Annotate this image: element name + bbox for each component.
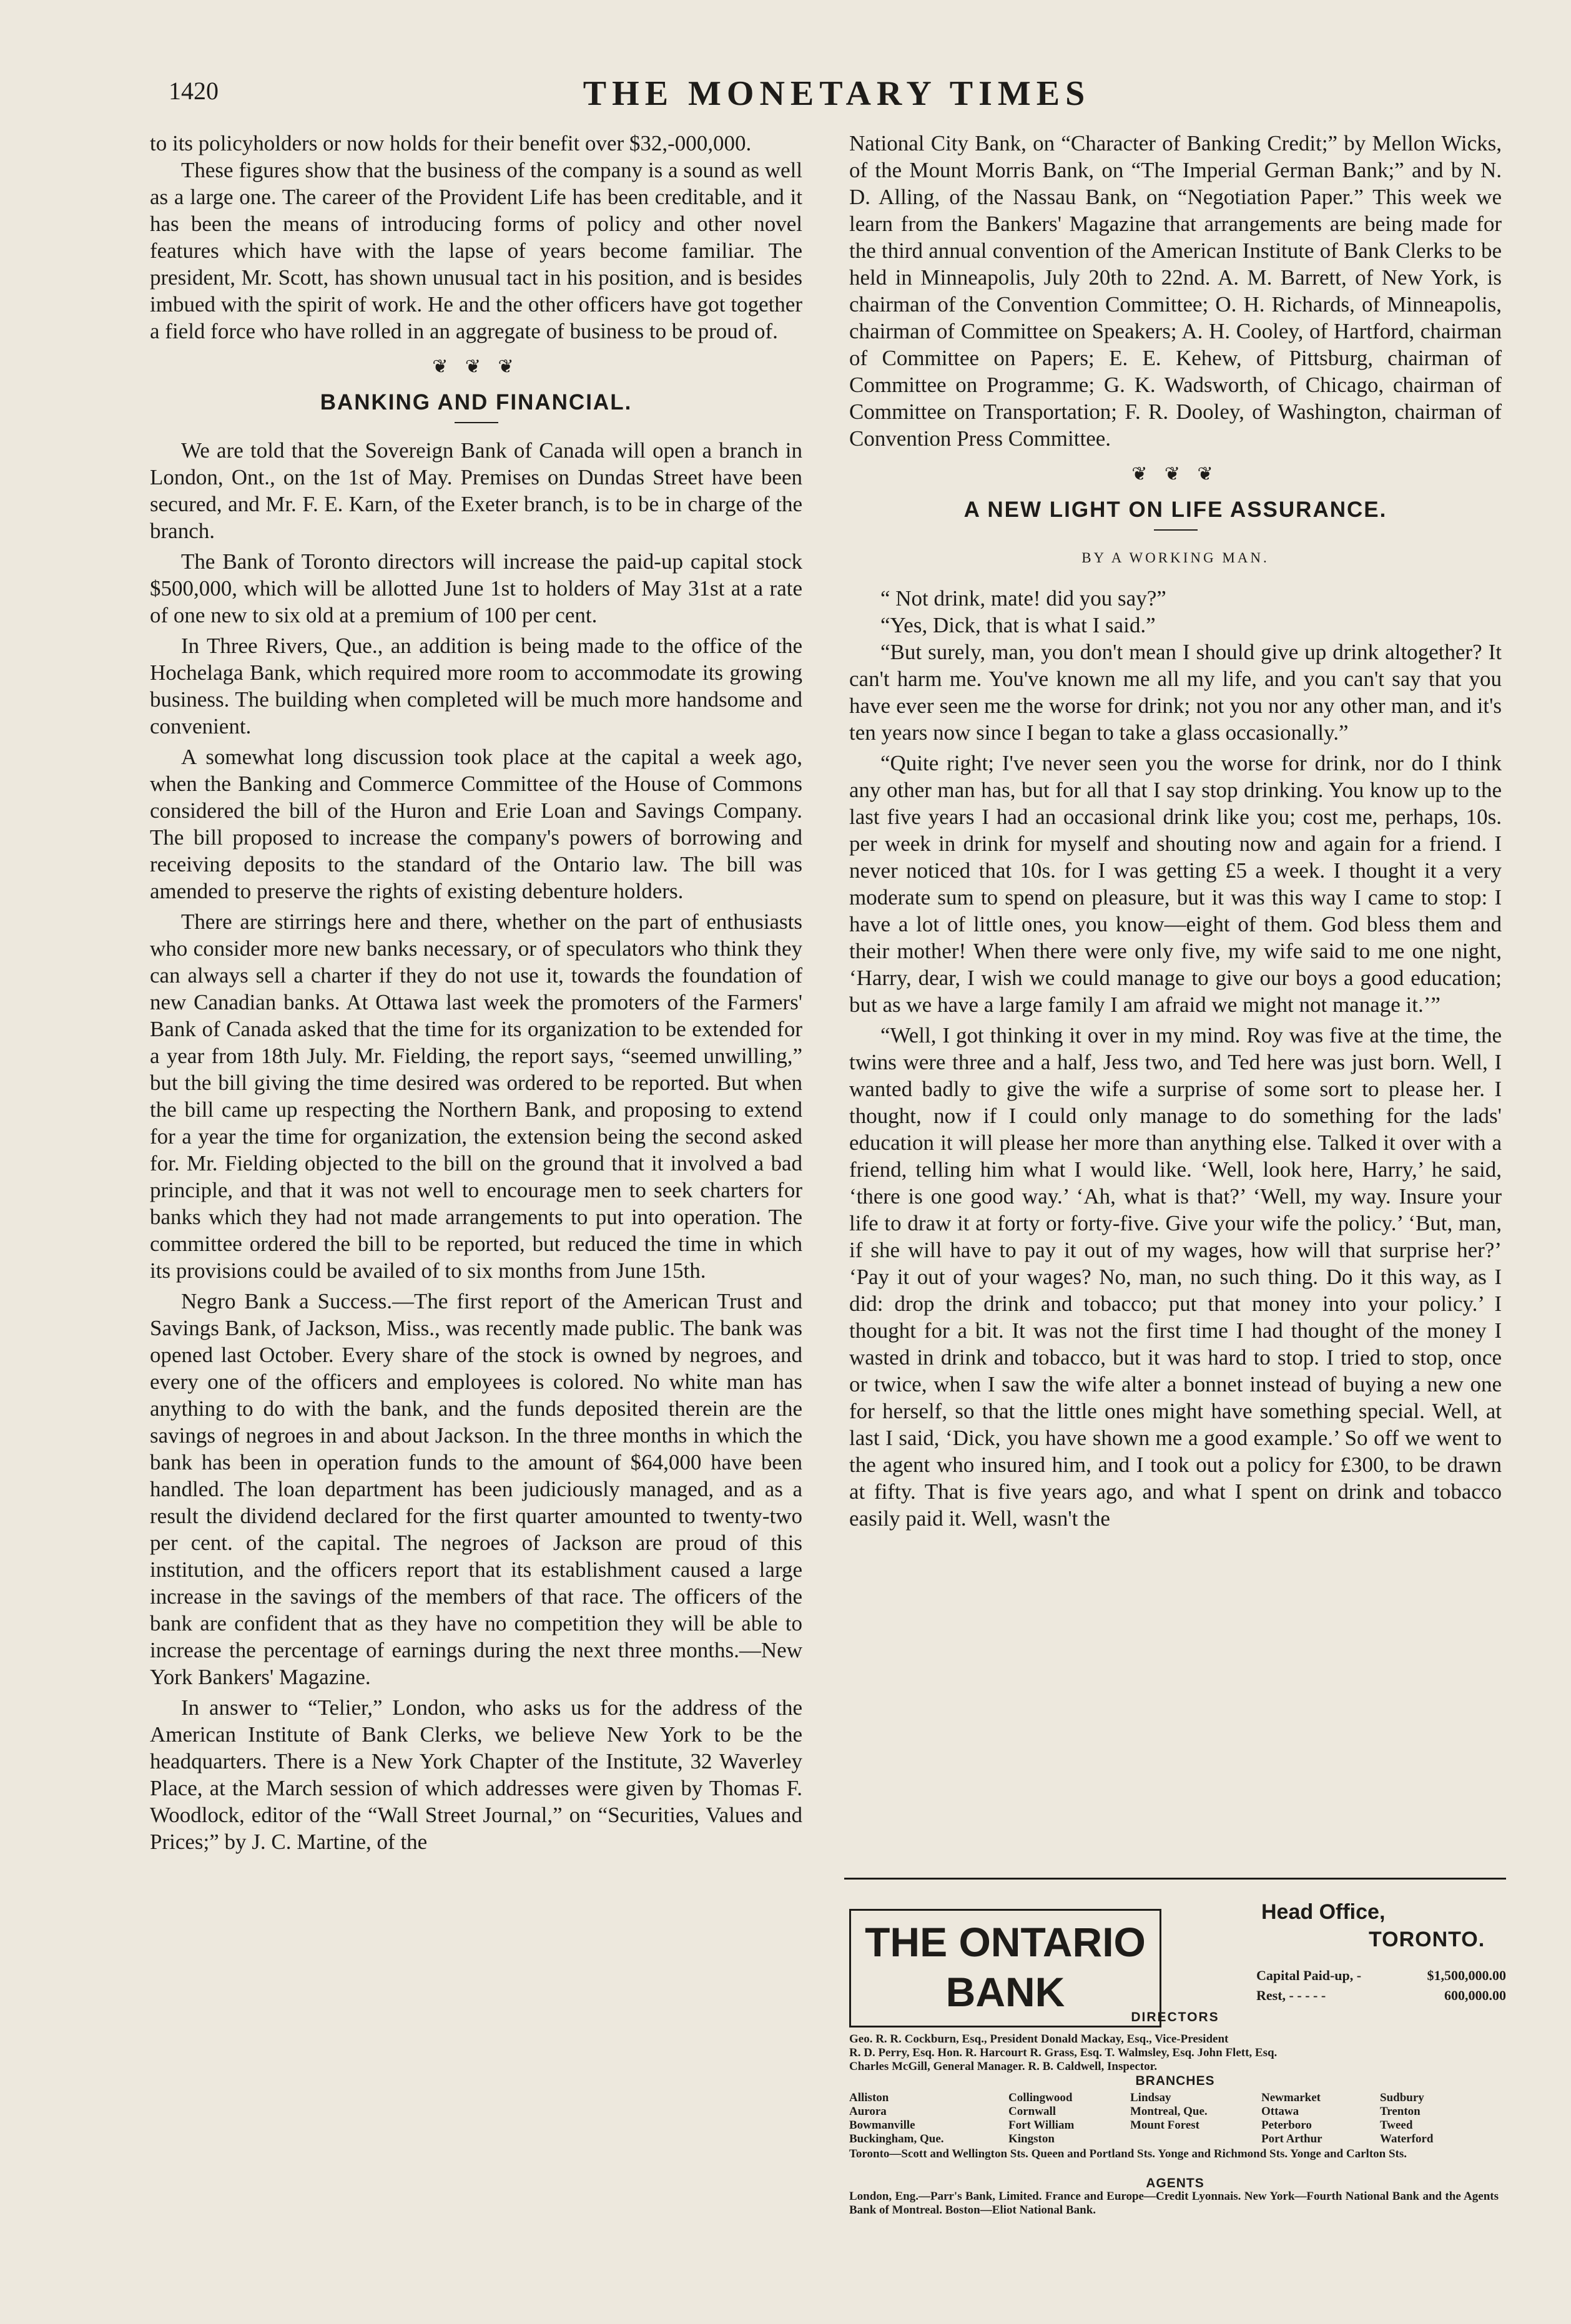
right-column — [849, 130, 1502, 1532]
left-paragraph-1: to its policyholders or now holds for their benefit over $32,-000,000. — [150, 131, 752, 155]
rest-value: 600,000.00 — [1444, 1988, 1506, 2003]
left-paragraph-8: Negro Bank a Success.—The first report of the American Trust and Savings Bank, of Jackson, Miss., was recently made public. The bank was opened last October. Every share of the stock is owned by negroes, and every one of the officers and employees is colored. No white man has anything to do with the bank, and the funds deposited therein are the savings of negroes in and about Jackson. In the three months in which the bank has been in operation funds to the amount of $64,000 have been handled. The loan department has been judiciously managed, and as a result the dividend declared for the first quarter amounted to twenty-two per cent. of the capital. The negroes of Jackson are proud of this institution, and the officers report that its establishment caused a large increase in the savings of the members of that race. The officers of the bank are confident that as they have no competition they will be able to increase the percentage of earnings during the next three months.—New York Bankers' Magazine. — [150, 1289, 802, 1689]
section-title-banking: BANKING AND FINANCIAL. — [320, 390, 633, 414]
bank-name-line-2: BANK — [945, 1969, 1065, 2015]
directors-line: Charles McGill, General Manager. R. B. Caldwell, Inspector. — [849, 2060, 1158, 2073]
branches-column — [1261, 2091, 1322, 2146]
branch-name: Newmarket — [1261, 2091, 1321, 2104]
left-paragraph-3: We are told that the Sovereign Bank of Canada will open a branch in London, Ont., on the 1st of May. Premises on Dundas Street have been secured, and Mr. F. E. Karn, of the Exeter branch, is to be in charge of the branch. — [150, 438, 802, 543]
branch-name: Alliston — [849, 2091, 889, 2104]
left-paragraph-4: The Bank of Toronto directors will increase the paid-up capital stock $500,000, which will be allotted June 1st to holders of May 31st at a rate of one new to six old at a premium of 100 per cent. — [150, 549, 802, 627]
branch-name: Trenton — [1380, 2105, 1421, 2118]
head-office-label: Head Office, — [1261, 1900, 1386, 1924]
left-paragraph-9: In answer to “Telier,” London, who asks us for the address of the American Institute of Bank Clerks, we believe New York to be the headquarters. There is a New York Chapter of the Institute, 32 Waverley Place, at the March session of which addresses were given by Thomas F. Woodlock, editor of the “Wall Street Journal,” on “Securities, Values and Prices;” by J. C. Martine, of the — [150, 1695, 802, 1854]
branches-column — [1008, 2091, 1074, 2146]
rest-label: Rest, - - - - - — [1256, 1988, 1326, 2003]
branch-name: Sudbury — [1380, 2091, 1424, 2104]
capital-value: $1,500,000.00 — [1427, 1968, 1506, 1983]
branch-name: Port Arthur — [1261, 2132, 1322, 2145]
right-paragraph-5: “Quite right; I've never seen you the worse for drink, nor do I think any other man has, but for all that I say stop drinking. You know up to the last five years I had an occasional drink like you; cost me, perhaps, 10s. per week in drink for myself and shouting now and again for a friend. I never noticed that 10s. for I was getting £5 a week. I thought it a very moderate sum to spend on pleasure, but it was this way I came to stop: I have a lot of little ones, you know—eight of them. God bless them and their mother! When there were only five, my wife said to me one night, ‘Harry, dear, I wish we could manage to give our boys a good education; but as we have a large family I am afraid we might not manage it.’” — [849, 751, 1502, 1017]
branch-name: Mount Forest — [1130, 2119, 1199, 2132]
branch-name: Fort William — [1008, 2119, 1075, 2132]
head-office-city: TORONTO. — [1369, 1928, 1485, 1951]
branch-name: Collingwood — [1008, 2091, 1073, 2104]
left-paragraph-6: A somewhat long discussion took place at the capital a week ago, when the Banking and Commerce Committee of the House of Commons considered the bill of the Huron and Erie Loan and Savings Company. The bill proposed to increase the company's powers of borrowing and receiving deposits to the standard of the Ontario law. The bill was amended to preserve the rights of existing debenture holders. — [150, 745, 802, 903]
agents-text: London, Eng.—Parr's Bank, Limited. France and Europe—Credit Lyonnais. New York—Fourth National Bank and the Agents Bank of Montreal. Boston—Eliot National Bank. — [849, 2190, 1499, 2217]
capital-label: Capital Paid-up, - — [1256, 1968, 1362, 1983]
section-ornament: ❦ ❦ ❦ — [432, 356, 520, 377]
left-paragraph-5: In Three Rivers, Que., an addition is being made to the office of the Hochelaga Bank, which required more room to accommodate its growing business. The building when completed will be much more handsome and convenient. — [150, 634, 802, 738]
branch-name: Aurora — [849, 2105, 887, 2118]
directors-line: Geo. R. R. Cockburn, Esq., President Donald Mackay, Esq., Vice-President — [849, 2032, 1229, 2046]
ontario-bank-advertisement — [844, 1878, 1506, 2240]
branch-name: Bowmanville — [849, 2119, 915, 2132]
right-paragraph-2: “ Not drink, mate! did you say?” — [880, 586, 1166, 610]
branch-name: Buckingham, Que. — [849, 2132, 944, 2145]
branches-title: BRANCHES — [1135, 2074, 1215, 2088]
directors-title: DIRECTORS — [1131, 2010, 1219, 2024]
section-rule — [455, 422, 498, 423]
right-paragraph-1: National City Bank, on “Character of Banking Credit;” by Mellon Wicks, of the Mount Morris Bank, on “The Imperial German Bank;” and by N. D. Alling, of the Nassau Bank, on “Negotiation Paper.” This week we learn from the Bankers' Magazine that arrangements are being made for the third annual convention of the American Institute of Bank Clerks to be held in Minneapolis, July 20th to 22nd. A. M. Barrett, of New York, is chairman of the Convention Committee; O. H. Richards, of Minneapolis, chairman of Committee on Speakers; A. H. Cooley, of Hartford, chairman of Committee on Papers; E. E. Kehew, of Pittsburg, chairman of Committee on Programme; G. K. Wadsworth, of Chicago, chairman of Committee on Transportation; F. R. Dooley, of Washington, chairman of Convention Press Committee. — [849, 131, 1502, 451]
section-rule — [1154, 529, 1198, 531]
page-number: 1420 — [169, 77, 219, 105]
journal-title: THE MONETARY TIMES — [583, 74, 1091, 113]
left-paragraph-2: These figures show that the business of the company is a sound as well as a large one. The career of the Provident Life has been creditable, and it has been the means of introducing forms of policy and other novel features which have with the lapse of years become familiar. The president, Mr. Scott, has shown unusual tact in his position, and is besides imbued with the spirit of work. He and the other officers have got together a field force who have rolled in an aggregate of business to be proud of. — [150, 158, 802, 343]
directors-line: R. D. Perry, Esq. Hon. R. Harcourt R. Grass, Esq. T. Walmsley, Esq. John Flett, Esq. — [849, 2046, 1278, 2059]
bank-name-line-1: THE ONTARIO — [865, 1919, 1146, 1965]
branch-name: Montreal, Que. — [1130, 2105, 1208, 2118]
agents-title: AGENTS — [1146, 2176, 1204, 2190]
page-header — [169, 74, 1505, 117]
branches-column — [1380, 2091, 1433, 2146]
toronto-branches: Toronto—Scott and Wellington Sts. Queen and Portland Sts. Yonge and Richmond Sts. Yonge and Carlton Sts. — [849, 2147, 1407, 2160]
right-paragraph-4: “But surely, man, you don't mean I should give up drink altogether? It can't harm me. You've known me all my life, and you can't say that you have ever seen me the worse for drink; not you nor any other man, and it's ten years now since I began to take a glass occasionally.” — [849, 640, 1502, 745]
section-ornament: ❦ ❦ ❦ — [1131, 464, 1219, 484]
branch-name: Cornwall — [1008, 2105, 1056, 2118]
ad-divider-rule — [844, 1878, 1506, 1880]
branch-name: Peterboro — [1261, 2119, 1312, 2132]
branches-column — [1130, 2091, 1208, 2132]
left-paragraph-7: There are stirrings here and there, whether on the part of enthusiasts who consider more new banks necessary, or of speculators who think they can always sell a charter if they do not use it, towards the foundation of new Canadian banks. At Ottawa last week the promoters of the Farmers' Bank of Canada asked that the time for its organization to be extended for a year from 18th July. Mr. Fielding, the report says, “seemed unwilling,” but the bill giving the time desired was ordered to be reported. But when the bill came up respecting the Northern Bank, and proposing to extend for a year the time for organization, the extension being the second asked for. Mr. Fielding objected to the bill on the ground that it involved a bad principle, and that it was not well to encourage men to seek charters for banks which they had not made arrangements to put into operation. The committee ordered the bill to be reported, but reduced the time in which its provisions could be availed of to six months from June 15th. — [150, 909, 802, 1283]
branch-name: Kingston — [1008, 2132, 1055, 2145]
right-paragraph-6: “Well, I got thinking it over in my mind. Roy was five at the time, the twins were three and a half, Jess two, and Ted here was just born. Well, I wanted badly to give the wife a surprise of some sort to please her. I thought, now if I could only manage to do something for the lads' education it will please her more than anything else. Talked it over with a friend, telling him what I would like. ‘Well, look here, Harry,’ he said, ‘there is one good way.’ ‘Ah, what is that?’ ‘Well, my way. Insure your life to draw it at forty or forty-five. Give your wife the policy.’ ‘But, man, if she will have to pay it out of my wages, how will that surprise her?’ ‘Pay it out of your wages? No, man, no such thing. Do it this way, as I did: drop the drink and tobacco; put that money into your policy.’ I thought for a bit. It was not the first time I had thought of the money I wasted in drink and tobacco, but it was hard to stop. I tried to stop, once or twice, when I saw the wife alter a bonnet instead of buying a new one for herself, so that the little ones might have something special. Well, at last I said, ‘Dick, you have shown me a good example.’ So off we went to the agent who insured him, and I took out a policy for £300, to be drawn at fifty. That is five years ago, and what I spent on drink and tobacco easily paid it. Well, wasn't the — [849, 1023, 1502, 1531]
branch-name: Tweed — [1380, 2119, 1413, 2132]
byline: BY A WORKING MAN. — [1081, 550, 1269, 566]
branch-name: Ottawa — [1261, 2105, 1299, 2118]
left-column — [150, 130, 802, 1855]
branches-column — [849, 2091, 944, 2146]
branch-name: Waterford — [1380, 2132, 1434, 2145]
right-paragraph-3: “Yes, Dick, that is what I said.” — [880, 613, 1156, 637]
section-title-life-assurance: A NEW LIGHT ON LIFE ASSURANCE. — [963, 498, 1387, 522]
branch-name: Lindsay — [1130, 2091, 1171, 2104]
